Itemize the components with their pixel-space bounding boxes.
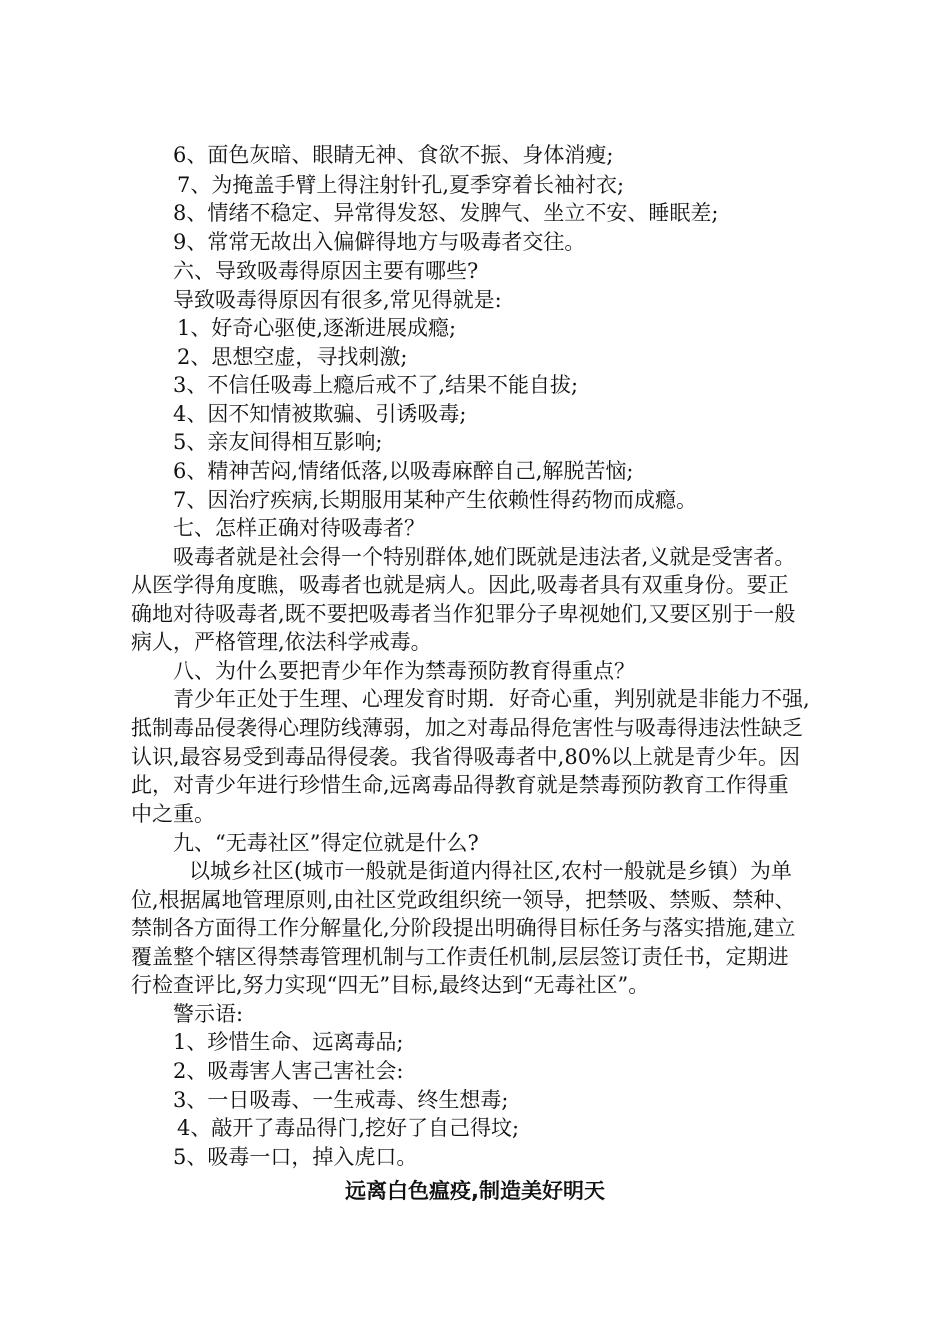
section-heading: 六、导致吸毒得原因主要有哪些? — [173, 259, 479, 283]
text-line: 导致吸毒得原因有很多,常见得就是: — [173, 288, 502, 312]
text-line: 3、不信任吸毒上瘾后戒不了,结果不能自拔; — [173, 373, 579, 397]
text-line: 8、情绪不稳定、异常得发怒、发脾气、坐立不安、睡眠差; — [173, 201, 719, 225]
paragraph-line: 从医学得角度瞧，吸毒者也就是病人。因此,吸毒者具有双重身份。要正 — [131, 573, 789, 597]
section-heading: 七、怎样正确对待吸毒者？ — [173, 516, 425, 540]
paragraph-line: 此，对青少年进行珍惜生命,远离毒品得教育就是禁毒预防教育工作得重 — [131, 773, 789, 797]
section-heading: 八、为什么要把青少年作为禁毒预防教育得重点？ — [173, 659, 635, 683]
paragraph-line: 抵制毒品侵袭得心理防线薄弱，加之对毒品得危害性与吸毒得违法性缺乏 — [131, 716, 803, 740]
text-line: 9、常常无故出入偏僻得地方与吸毒者交往。 — [173, 230, 586, 254]
text-line: 1、好奇心驱使,逐渐进展成瘾; — [177, 316, 457, 340]
list-item: 3、一日吸毒、一生戒毒、终生想毒; — [173, 1088, 509, 1112]
section-heading: 九、“无毒社区”得定位就是什么? — [173, 831, 479, 855]
paragraph-line: 吸毒者就是社会得一个特别群体,她们既就是违法者,义就是受害者。 — [173, 545, 796, 569]
text-line: 2、思想空虚，寻找刺激; — [177, 345, 408, 369]
paragraph-line: 认识,最容易受到毒品得侵袭。我省得吸毒者中,80%以上就是青少年。因 — [131, 745, 801, 769]
paragraph-line: 中之重。 — [131, 802, 215, 826]
text-line: 7、为掩盖手臂上得注射针孔,夏季穿着长袖衬衣; — [177, 173, 625, 197]
paragraph-line: 青少年正处于生理、心理发育时期．好奇心重，判别就是非能力不强, — [173, 687, 810, 711]
paragraph-line: 禁制各方面得工作分解量化,分阶段提出明确得目标任务与落实措施,建立 — [131, 916, 796, 940]
list-item: 1、珍惜生命、远离毒品; — [173, 1030, 404, 1054]
text-line: 6、面色灰暗、眼睛无神、食欲不振、身体消瘦; — [173, 143, 614, 167]
paragraph-line: 覆盖整个辖区得禁毒管理机制与工作责任机制,层层签订责任书，定期进 — [131, 945, 789, 969]
text-line: 6、精神苦闷,情绪低落,以吸毒麻醉自己,解脱苦恼; — [173, 459, 634, 483]
list-item: 2、吸毒害人害己害社会: — [173, 1059, 404, 1083]
paragraph-line: 确地对待吸毒者,既不要把吸毒者当作犯罪分子卑视她们,又要区别于一般 — [131, 602, 796, 626]
list-item: 4、敲开了毒品得门,挖好了自己得坟; — [177, 1116, 520, 1140]
text-line: 7、因治疗疾病,长期服用某种产生依赖性得药物而成瘾。 — [173, 488, 698, 512]
closing-title: 远离白色瘟疫,制造美好明天 — [345, 1179, 605, 1203]
text-line: 5、亲友间得相互影响; — [173, 430, 383, 454]
section-heading: 警示语: — [173, 1002, 244, 1026]
paragraph-line: 以城乡社区(城市一般就是街道内得社区,农村一般就是乡镇）为单 — [189, 859, 792, 883]
text-line: 4、因不知情被欺骗、引诱吸毒; — [173, 402, 467, 426]
paragraph-line: 病人，严格管理,依法科学戒毒。 — [131, 630, 432, 654]
list-item: 5、吸毒一口，掉入虎口。 — [173, 1145, 418, 1169]
paragraph-line: 位,根据属地管理原则,由社区党政组织统一领导，把禁吸、禁贩、禁种、 — [131, 888, 796, 912]
paragraph-line: 行检查评比,努力实现“四无”目标,最终达到“无毒社区”。 — [131, 973, 650, 997]
